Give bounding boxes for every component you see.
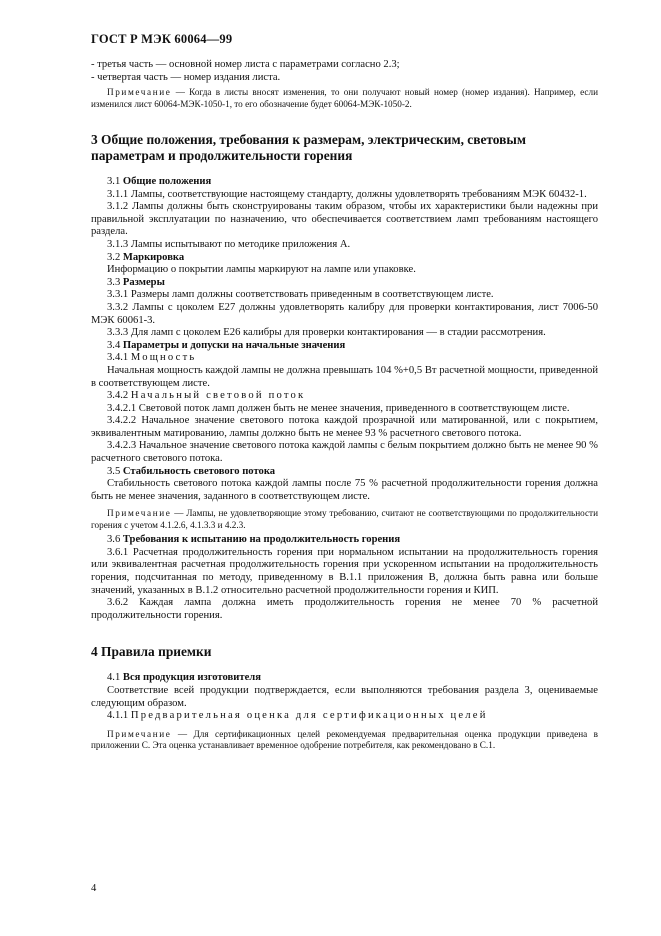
subsection-3-6-heading: 3.6 Требования к испытанию на продолжительность горения bbox=[107, 534, 401, 546]
paragraph-3-6-2: 3.6.2 Каждая лампа должна иметь продолжительность горения не менее 70 % расчетной продолжительности горения. bbox=[91, 597, 598, 621]
page-number: 4 bbox=[91, 883, 97, 894]
paragraph-3-1-1: 3.1.1 Лампы, соответствующие настоящему стандарту, должны удовлетворять требованиям МЭК 60432-1. bbox=[107, 188, 587, 200]
paragraph-3-6-1: 3.6.1 Расчетная продолжительность горения при нормальном испытании на продолжительность горения или эквивалентная расчетная продолжительность горения при ускоренном испытании на продолжительность горения, подсчитанная по методу, приведенному в В.1.1 приложения В, должна быть равна или больше значений, указанных в В.1.2 относительно расчетной продолжительности горения и КИП. bbox=[91, 546, 598, 596]
subsection-3-5-heading: 3.5 Стабильность светового потока bbox=[107, 465, 276, 477]
paragraph-3-5: Стабильность светового потока каждой лампы после 75 % расчетной продолжительности горения должна быть не менее значения, заданного в соответствующем листе. bbox=[91, 478, 598, 502]
paragraph-3-3-1: 3.3.1 Размеры ламп должны соответствовать приведенным в соответствующем листе. bbox=[107, 289, 494, 301]
subsection-4-1-1-heading: 4.1.1 Предварительная оценка для сертификационных целей bbox=[107, 710, 488, 722]
note: Примечание — Для сертификационных целей рекомендуемая предварительная оценка продукции приведена в приложении С. Эта оценка устанавливает временное одобрение потребителя, как рекомендовано в С.1. bbox=[91, 728, 598, 751]
paragraph-3-4-1: Начальная мощность каждой лампы не должна превышать 104 %+0,5 Вт расчетной мощности, приведенной в соответствующем листе. bbox=[91, 364, 598, 389]
subsection-3-4-heading: 3.4 Параметры и допуски на начальные значения bbox=[107, 339, 346, 351]
document-page bbox=[91, 32, 598, 755]
paragraph-3-4-2-3: 3.4.2.3 Начальное значение светового потока каждой лампы с белым покрытием должно быть не менее 90 % расчетного светового потока. bbox=[91, 440, 598, 465]
list-item: - четвертая часть — номер издания листа. bbox=[91, 71, 281, 83]
subsection-3-4-1-heading: 3.4.1 Мощность bbox=[107, 352, 197, 364]
paragraph-3-3-3: 3.3.3 Для ламп с цоколем Е26 калибры для проверки контактирования — в стадии рассмотрения. bbox=[107, 327, 546, 339]
subsection-3-1-heading: 3.1 Общие положения bbox=[107, 176, 212, 187]
note: Примечание — Когда в листы вносят изменения, то они получают новый номер (номер издания). Например, если изменился лист 60064-МЭК-1050-1, то его обозначение будет 60064-МЭК-1050-2. bbox=[91, 87, 598, 109]
paragraph-3-4-2-1: 3.4.2.1 Световой поток ламп должен быть не менее значения, приведенного в соответствующем листе. bbox=[107, 402, 570, 414]
document-header: ГОСТ Р МЭК 60064—99 bbox=[91, 32, 233, 46]
subsection-3-2-heading: 3.2 Маркировка bbox=[107, 251, 185, 263]
subsection-3-4-2-heading: 3.4.2 Начальный световой поток bbox=[107, 390, 306, 402]
paragraph-3-4-2-2: 3.4.2.2 Начальное значение светового потока каждой прозрачной или матированной, или с покрытием, эквивалентным матированию, лампы должно быть не менее 93 % расчетного светового потока. bbox=[91, 415, 598, 439]
subsection-3-3-heading: 3.3 Размеры bbox=[107, 276, 165, 288]
section-3-heading: 3 Общие положения, требования к размерам, электрическим, световым параметрам и продолжительности горения bbox=[91, 132, 526, 163]
paragraph-4-1: Соответствие всей продукции подтверждается, если выполняются требования раздела 3, оцениваемые следующим образом. bbox=[91, 685, 598, 709]
paragraph-3-1-2: 3.1.2 Лампы должны быть сконструированы таким образом, чтобы их характеристики были надежны при правильной эксплуатации по назначению, что обеспечивается соответствием ламп требованиям настоящего раздела. bbox=[91, 201, 598, 238]
list-item: - третья часть — основной номер листа с параметрами согласно 2.3; bbox=[91, 59, 400, 70]
note: Примечание — Лампы, не удовлетворяющие этому требованию, считают не соответствующими по продолжительности горения с учетом 4.1.2.6, 4.1.3.3 и 4.2.3. bbox=[91, 508, 598, 530]
section-4-heading: 4 Правила приемки bbox=[91, 644, 212, 660]
paragraph-3-2: Информацию о покрытии лампы маркируют на лампе или упаковке. bbox=[107, 264, 416, 276]
paragraph-3-3-2: 3.3.2 Лампы с цоколем Е27 должны удовлетворять калибру для проверки контактирования, лист 7006-50 МЭК 60061-3. bbox=[91, 301, 598, 326]
subsection-4-1-heading: 4.1 Вся продукция изготовителя bbox=[107, 672, 261, 684]
paragraph-3-1-3: 3.1.3 Лампы испытывают по методике приложения А. bbox=[107, 238, 351, 250]
